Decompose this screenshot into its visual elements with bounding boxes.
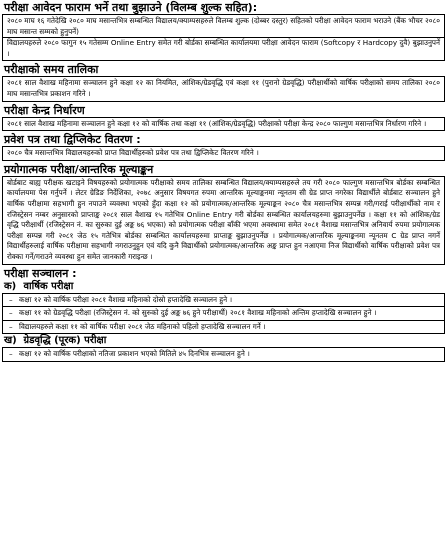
section-application-form (0, 0, 447, 61)
section-body-exam-centre (2, 117, 445, 132)
bullet: – (9, 308, 13, 318)
list-item (2, 293, 445, 308)
bullet: – (9, 321, 13, 331)
paragraph: २०८१ साल वैशाख महिनामा सञ्चालन हुने कक्षा १२ को वार्षिक तथा कक्षा ११ (आंशिक/ग्रेडवृद्धि) परीक्षाको परीक्षा केन्द्र २०८० फाल्गुण मसान्तभित्र निर्धारण गरिने । (7, 118, 427, 128)
section-practical-exam (0, 162, 447, 265)
section-title-practical-exam: प्रयोगात्मक परीक्षा/आन्तरिक मूल्याङ्कन (4, 162, 154, 176)
paragraph: २०८० माघ १६ गतेदेखि २०८० माघ मसान्तभित्र सम्बन्धित विद्यालय/क्याम्पसहरुले विलम्ब शुल्क (दोब्बर दस्तुर) सहितको परीक्षा आवेदन फाराम भराउने (बैंक भौचर २०८० माघ मसान्त सम्मको हुनुपर्ने) (7, 16, 440, 36)
list-item (2, 321, 445, 335)
paragraph: विद्यालयहरुले २०८० फागुन १५ गतेसम्म Online Entry समेत गरी बोर्डका सम्बन्धित कार्यालयमा परीक्षा आवेदन फाराम (Softcopy र Hardcopy दुवै) बुझाउनुपर्ने । (3, 37, 444, 59)
section-body-application-form (2, 14, 445, 61)
list-item (2, 347, 445, 362)
list-item-text: कक्षा ११ को ग्रेडवृद्धि परीक्षा (रजिस्ट्रेसन नं. को सुरुको दुई अङ्क ७६ हुने परीक्षार्थी) २०८१ वैशाख महिनाको अन्तिम हप्तादेखि सञ्चालन हुने । (19, 308, 377, 318)
subsection-title: ग्रेडवृद्धि (पूरक) परीक्षा (23, 335, 107, 347)
section-title-exam-conduct: परीक्षा सञ्चालन : (4, 266, 77, 280)
section-body-practical-exam (2, 176, 445, 265)
section-title-admit-card: प्रवेश पत्र तथा द्विप्लिकेट वितरण : (4, 133, 141, 147)
section-exam-centre (0, 103, 447, 132)
list-item-text: विद्यालयहरुले कक्षा ११ को वार्षिक परीक्षा २०८१ जेठ महिनाको पहिलो हप्तादेखि सञ्चालन गर्ने । (19, 321, 266, 331)
bullet: – (9, 349, 13, 359)
subsection-tag: क) (4, 280, 17, 292)
paragraph: बोर्डबाट बाह्य परीक्षक खटाइने विषयहरुको प्रयोगात्मक परीक्षाको समय तालिका सम्बन्धित विद्यालय/क्याम्पसहरुले तय गरी २०८० फाल्गुण मसान्तभित्र बोर्डका सम्बन्धित कार्यालयमा पेस गर्नुपर्ने । लेटर ग्रेडिङ निर्देशिका, २०७८ अनुसार विषयगत रुपमा आन्तरिक मूल्याङ्कनमा न्यूनतम सी ग्रेड प्राप्त नगरेका विद्यार्थीले बोर्डबाट सञ्चालन हुने वार्षिक परीक्षामा सहभागी हुन नपाउने व्यवस्था भएको हुँदा कक्षा १२ को प्रयोगात्मक/आन्तरिक मूल्याङ्कन २०८० चैत्र मसान्तभित्र सम्पन्न गरी/गराई परीक्षार्थीको नाम र रजिस्ट्रेसन नम्बर अनुसारको प्राप्ताङ्क २०८१ साल वैशाख १५ गतेभित्र Online Entry गरी बोर्डका सम्बन्धित कार्यालयहरुमा बुझाउनुपर्नेछ । कक्षा ११ को आंशिक/ग्रेड वृद्धि परीक्षार्थी (रजिस्ट्रेसन नं. का सुरुका दुई अङ्क ७६ भएका) को प्रयोगात्मक परीक्षा बाँकी भएमा अवस्थामा समेत २०८१ वैशाख मसान्तभित्र अनिवार्य रुपमा प्रयोगात्मक परीक्षा सम्पन्न गरी २०८१ जेठ १५ गतेभित्र बोर्डका सम्बन्धित कार्यालयहरुमा प्राप्ताङ्क बुझाउनुपर्नेछ । प्रयोगात्मक/आन्तरिक मूल्याङ्कनमा न्यूनतम C ग्रेड प्राप्त नगर्ने विद्यार्थीहरुलाई वार्षिक परीक्षामा सहभागी नगराउनुहुन एवं यदि कुनै विद्यार्थीको प्रयोगात्मक/आन्तरिक अङ्क प्राप्त हुन नआएमा निज विद्यार्थीको वार्षिक परीक्षाको प्रवेश पत्र रोक्का गर्ने/गराउने व्यवस्था हुन समेत जानकारी गराइन्छ । (7, 177, 440, 261)
subsection-tag: ख) (4, 335, 17, 347)
paragraph: २०८० चैत्र मसान्तभित्र विद्यालयहरुको प्राप्त विद्यार्थीहरुको प्रवेश पत्र तथा द्विप्लिकेट वितरण गरिने । (7, 148, 259, 158)
subsection-annual-exam (0, 280, 447, 293)
list-item-text: कक्षा १२ को वार्षिक परीक्षाको नतिजा प्रकाशन भएको मितिले ४५ दिनभित्र सञ्चालन हुने । (19, 349, 250, 359)
section-title-exam-centre: परीक्षा केन्द्र निर्धारण (4, 103, 85, 117)
subsection-supplementary-exam (0, 334, 447, 347)
section-title-exam-schedule: परीक्षाको समय तालिका (4, 63, 99, 77)
section-body-admit-card (2, 146, 445, 161)
section-exam-schedule (0, 62, 447, 101)
bullet: – (9, 294, 13, 304)
section-exam-conduct (0, 266, 447, 362)
subsection-title: वार्षिक परीक्षा (23, 280, 74, 292)
section-title-application-form: परीक्षा आवेदन फाराम भर्ने तथा बुझाउने (विलम्ब शुल्क सहित): (4, 1, 258, 14)
list-item (2, 307, 445, 321)
paragraph: २०८१ साल वैशाख महिनामा सञ्चालन हुने कक्षा १२ का नियमित, आंशिक/ग्रेडवृद्धि एवं कक्षा ११ (पुरानो ग्रेडवृद्धि) परीक्षार्थीको वार्षिक परीक्षाको समय तालिका २०८० माघ मसान्तभित्र प्रकाशन गरिने । (7, 78, 440, 98)
section-admit-card (0, 132, 447, 161)
section-body-exam-schedule (2, 76, 445, 101)
list-item-text: कक्षा १२ को वार्षिक परीक्षा २०८१ वैशाख महिनाको दोस्रो हप्तादेखि सञ्चालन हुने । (19, 294, 233, 304)
